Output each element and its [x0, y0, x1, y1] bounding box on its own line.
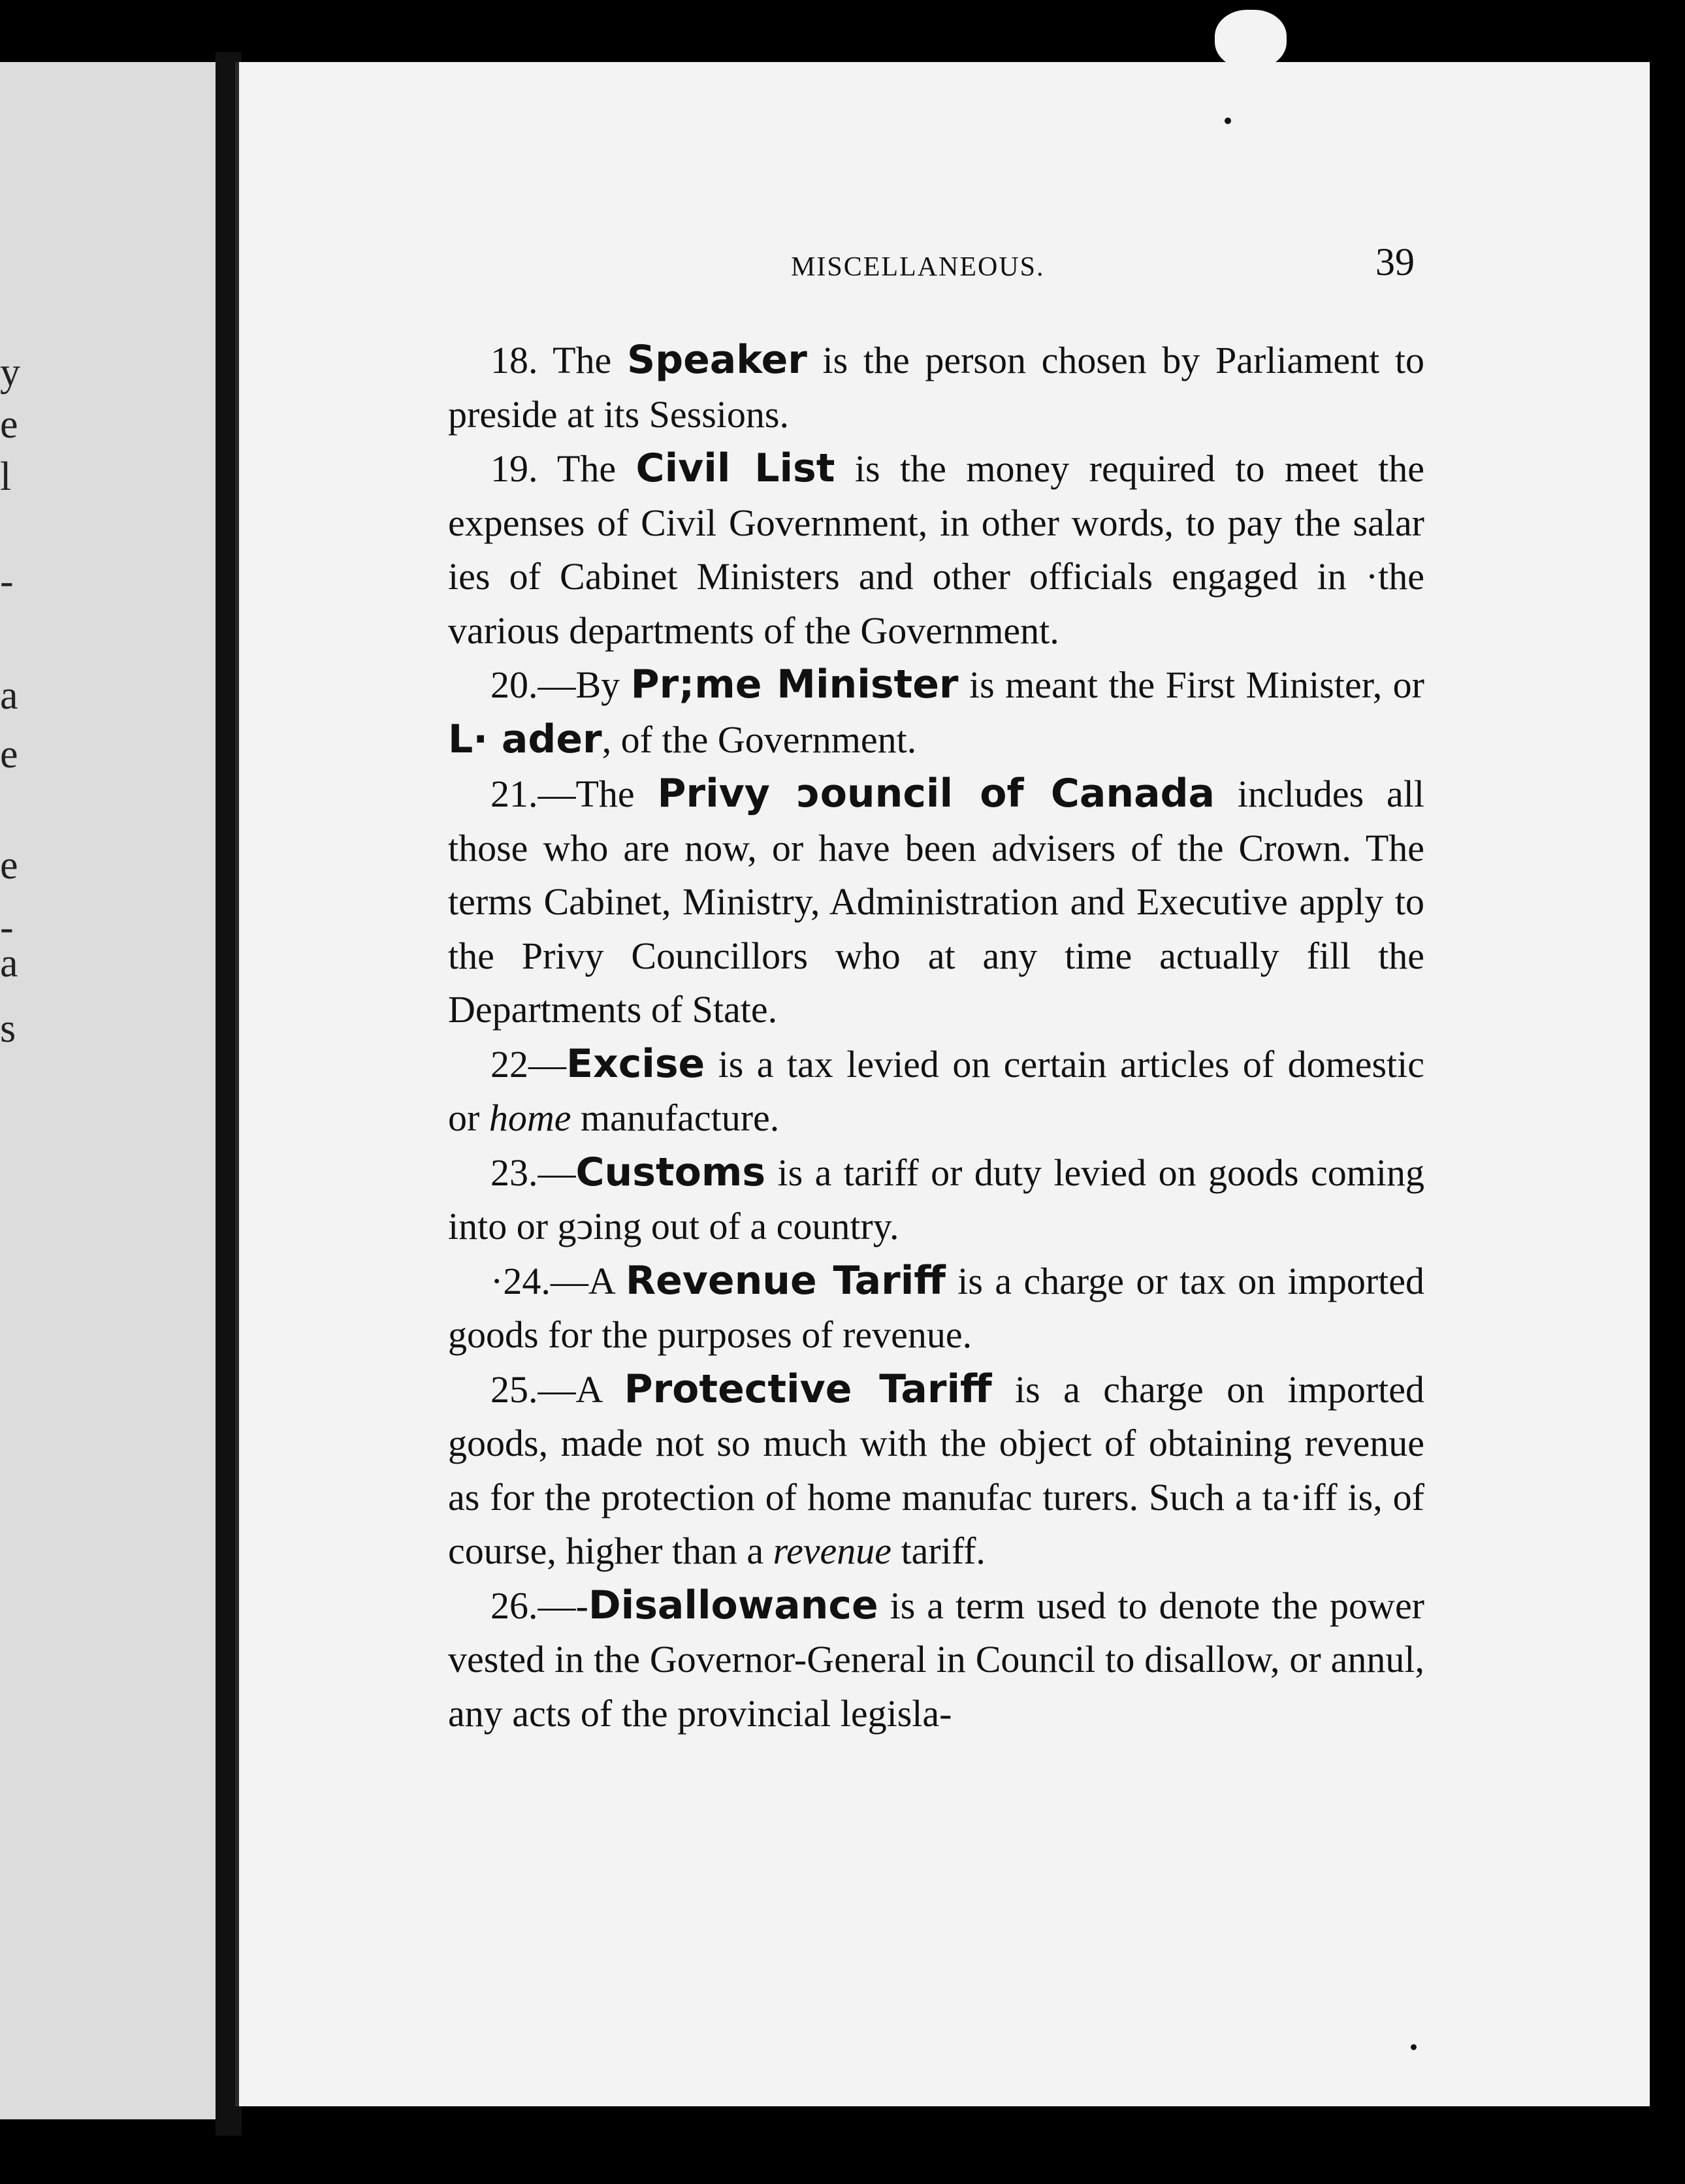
page-number: 39 — [1375, 240, 1415, 283]
entry-civil-list: 19. The Civil List is the money required to meet the expenses of Civil Government, in other words, to pay the salar ies of Cabinet Ministers and other officials engaged in ·the various departments of the Government. — [448, 445, 1424, 652]
scan-speck — [1411, 2044, 1417, 2050]
term: Pr;me Minister — [630, 662, 959, 707]
term: Privy ↄouncil of Canada — [657, 771, 1215, 816]
edge-letter: l — [0, 455, 12, 499]
entry-speaker: 18. The Speaker is the person chosen by Parliament to preside at its Sessions. — [448, 337, 1425, 436]
page — [235, 62, 1650, 2106]
entry-privy-council: 21.—The Privy ↄouncil of Canada includes all those who are now, or have been advisers of the Crown. The terms Cabinet, Ministry, Administration and Executive apply to the Privy Councillors who at any time actually fill the Departments of State. — [448, 771, 1425, 1031]
scan-speck — [1225, 118, 1231, 124]
entry-prime-minister: 20.—By Pr;me Minister is meant the First Minister, or L· ader, of the Government. — [448, 662, 1424, 762]
term: L· ader — [448, 716, 602, 762]
term: Excise — [566, 1040, 705, 1087]
term: Civil List — [635, 445, 835, 491]
term: Speaker — [626, 337, 807, 383]
entry-excise: 22—Excise is a tax levied on certain articles of domestic or home manufacture. — [448, 1040, 1424, 1139]
term: Revenue Tariff — [625, 1257, 946, 1304]
edge-letter: a — [0, 941, 18, 986]
left-page-edge — [0, 62, 216, 2119]
term: Protective Tariff — [624, 1366, 992, 1412]
entry-customs: 23.—Customs is a tariff or duty levied on goods coming into or gↄing out of a country. — [448, 1149, 1424, 1247]
edge-letter: e — [0, 402, 18, 447]
entry-disallowance: 26.—-Disallowance is a term used to denote the power vested in the Governor-General in Council to disallow, or annul, any acts of the provincial legisla- — [448, 1582, 1424, 1735]
edge-letter: a — [0, 673, 18, 718]
edge-letter: y — [0, 350, 20, 394]
edge-letter: s — [0, 1006, 16, 1051]
edge-letter: - — [0, 559, 14, 603]
term: Customs — [575, 1149, 766, 1195]
entry-protective-tariff: 25.—A Protective Tariff is a charge on imported goods, made not so much with the object of obtaining revenue as for the protection of home manufac turers. Such a ta·iff is, of course, higher than a revenue tariff. — [448, 1366, 1425, 1572]
page-body — [448, 333, 1424, 1741]
entry-revenue-tariff: ·24.—A Revenue Tariff is a charge or tax on imported goods for the purposes of revenue. — [448, 1257, 1425, 1356]
running-head: MISCELLANEOUS. — [791, 252, 1045, 282]
edge-letter: - — [0, 905, 14, 950]
edge-letter: e — [0, 843, 18, 888]
scan-blot — [1215, 10, 1287, 69]
edge-letter: e — [0, 732, 18, 777]
term: Disallowance — [588, 1582, 878, 1628]
